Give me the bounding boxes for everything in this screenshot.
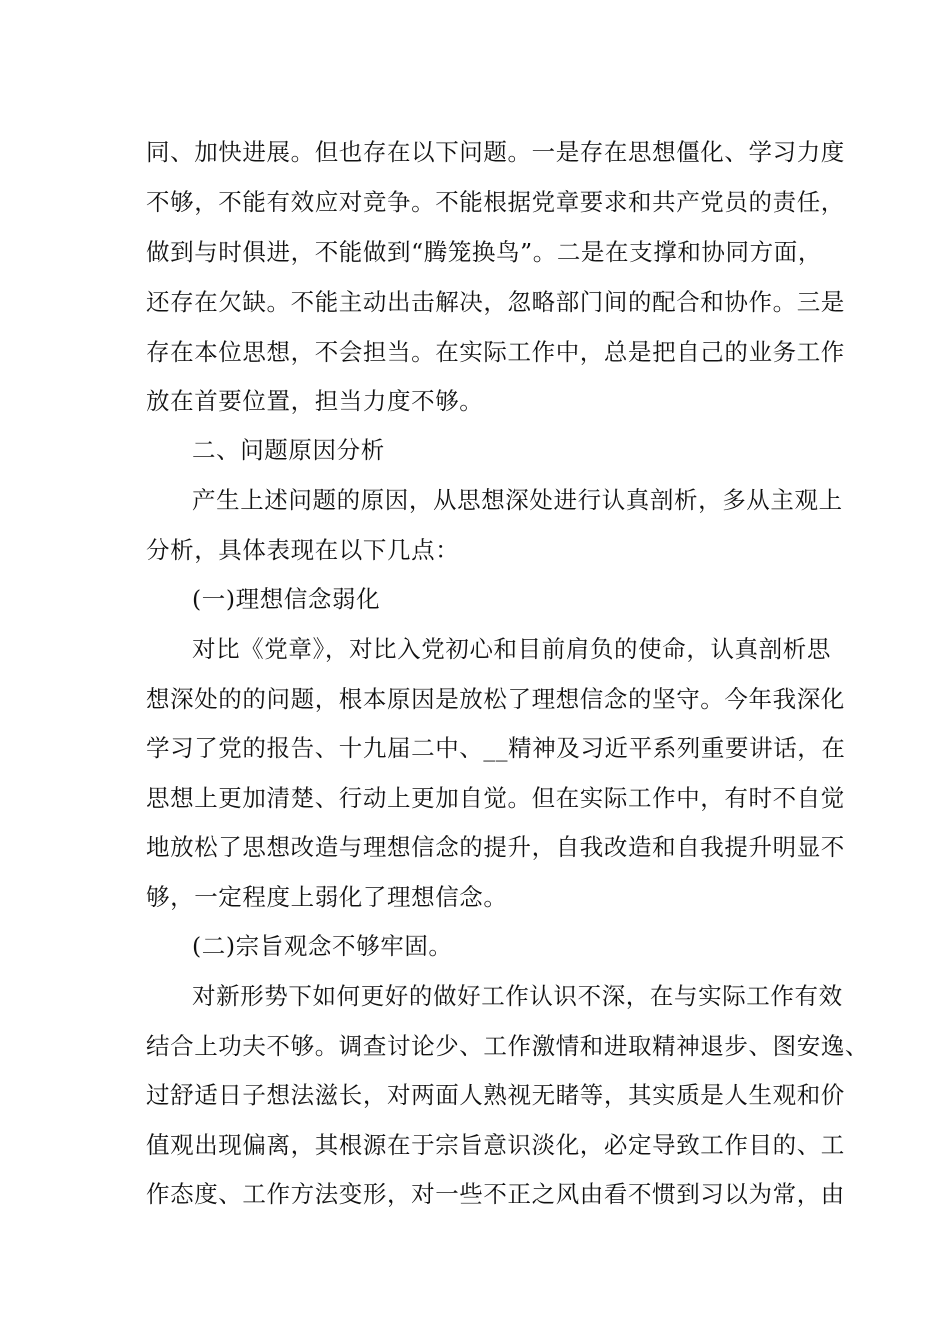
text-line: 作态度、工作方法变形，对一些不正之风由看不惯到习以为常，由 bbox=[146, 1180, 845, 1208]
subsection-heading: (一)理想信念弱化 bbox=[192, 585, 381, 613]
text-line: 对新形势下如何更好的做好工作认识不深，在与实际工作有效 bbox=[192, 982, 843, 1010]
text-line: 想深处的的问题，根本原因是放松了理想信念的坚守。今年我深化 bbox=[146, 685, 845, 713]
text-line: 做到与时俱进，不能做到“腾笼换鸟”。二是在支撑和协同方面， bbox=[146, 238, 822, 266]
text-line: 还存在欠缺。不能主动出击解决，忽略部门间的配合和协作。三是 bbox=[146, 288, 845, 316]
text-line: 学习了党的报告、十九届二中、__精神及习近平系列重要讲话，在 bbox=[146, 734, 846, 762]
subsection-heading: (二)宗旨观念不够牢固。 bbox=[192, 932, 453, 960]
text-line: 产生上述问题的原因，从思想深处进行认真剖析，多从主观上 bbox=[192, 486, 843, 514]
section-heading: 二、问题原因分析 bbox=[192, 436, 385, 464]
text-line: 对比《党章》，对比入党初心和目前肩负的使命，认真剖析思 bbox=[192, 635, 831, 663]
text-line: 分析，具体表现在以下几点： bbox=[146, 536, 460, 564]
text-line: 结合上功夫不够。调查讨论少、工作激情和进取精神退步、图安逸、 bbox=[146, 1032, 869, 1060]
text-line: 同、加快进展。但也存在以下问题。一是存在思想僵化、学习力度 bbox=[146, 138, 845, 166]
text-line: 地放松了思想改造与理想信念的提升，自我改造和自我提升明显不 bbox=[146, 833, 845, 861]
text-line: 过舒适日子想法滋长，对两面人熟视无睹等，其实质是人生观和价 bbox=[146, 1081, 845, 1109]
text-line: 够，一定程度上弱化了理想信念。 bbox=[146, 883, 508, 911]
text-line: 存在本位思想，不会担当。在实际工作中，总是把自己的业务工作 bbox=[146, 338, 845, 366]
text-line: 值观出现偏离，其根源在于宗旨意识淡化，必定导致工作目的、工 bbox=[146, 1131, 845, 1159]
text-line: 思想上更加清楚、行动上更加自觉。但在实际工作中，有时不自觉 bbox=[146, 784, 845, 812]
text-line: 放在首要位置，担当力度不够。 bbox=[146, 387, 484, 415]
text-line: 不够，不能有效应对竞争。不能根据党章要求和共产党员的责任， bbox=[146, 188, 845, 216]
